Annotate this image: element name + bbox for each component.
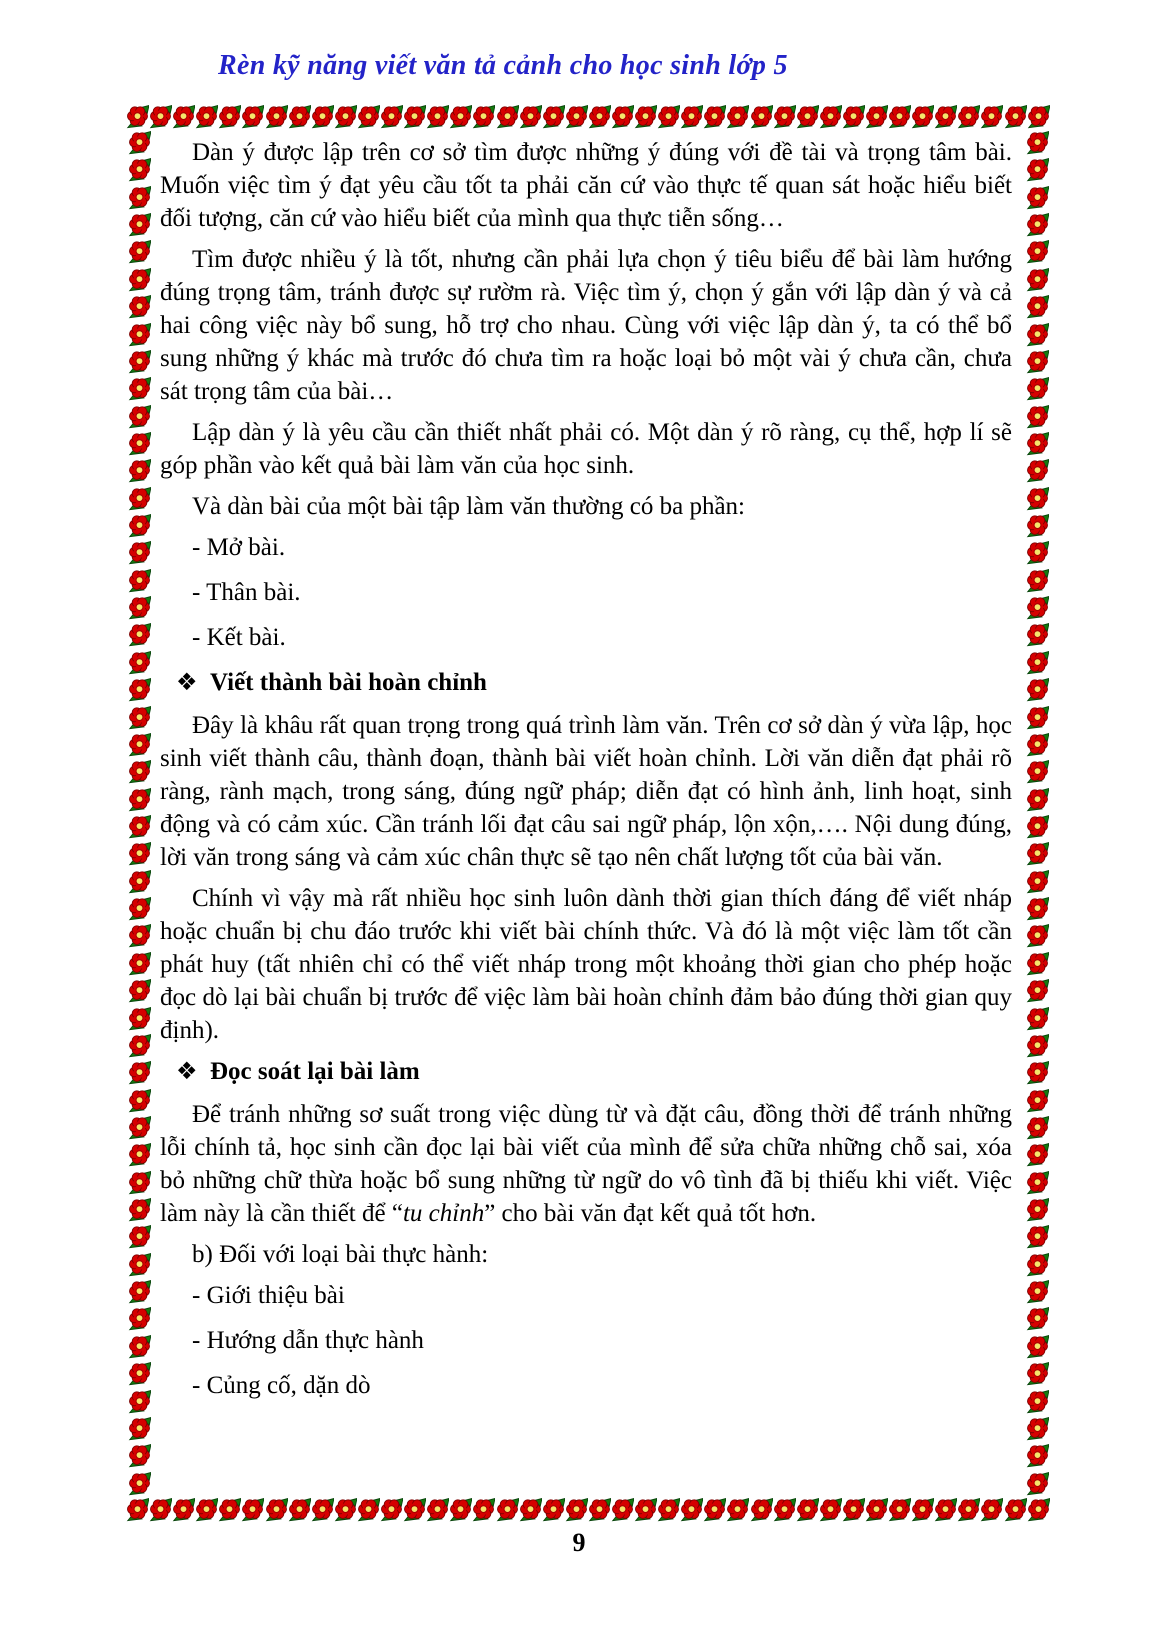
red-flower-icon — [980, 104, 1003, 130]
red-flower-icon — [634, 104, 657, 130]
red-flower-icon — [128, 787, 151, 813]
red-flower-icon — [1026, 513, 1049, 539]
red-flower-icon — [911, 1497, 934, 1523]
red-flower-icon — [128, 677, 151, 703]
list-item: - Củng cố, dặn dò — [192, 1372, 371, 1399]
red-flower-icon — [1026, 1060, 1049, 1086]
red-flower-icon — [1026, 650, 1049, 676]
red-flower-icon — [1026, 1224, 1049, 1250]
red-flower-icon — [496, 104, 519, 130]
red-flower-icon — [334, 104, 357, 130]
border-right — [1024, 130, 1050, 1497]
red-flower-icon — [449, 104, 472, 130]
red-flower-icon — [1026, 814, 1049, 840]
red-flower-icon — [1026, 267, 1049, 293]
red-flower-icon — [1026, 568, 1049, 594]
red-flower-icon — [128, 759, 151, 785]
red-flower-icon — [1026, 1361, 1049, 1387]
section-heading — [176, 666, 1012, 699]
red-flower-icon — [1026, 705, 1049, 731]
red-flower-icon — [149, 104, 172, 130]
paragraph: b) Đối với loại bài thực hành: — [192, 1241, 489, 1268]
red-flower-icon — [128, 595, 151, 621]
red-flower-icon — [1026, 1088, 1049, 1114]
red-flower-icon — [657, 1497, 680, 1523]
red-flower-icon — [128, 431, 151, 457]
red-flower-icon — [1026, 157, 1049, 183]
red-flower-icon — [634, 1497, 657, 1523]
red-flower-icon — [128, 1170, 151, 1196]
red-flower-icon — [128, 157, 151, 183]
red-flower-icon — [1026, 622, 1049, 648]
red-flower-icon — [172, 104, 195, 130]
paragraph: Và dàn bài của một bài tập làm văn thường có ba phần: — [192, 493, 745, 520]
red-flower-icon — [128, 1389, 151, 1415]
red-flower-icon — [588, 104, 611, 130]
red-flower-icon — [1026, 458, 1049, 484]
red-flower-icon — [128, 1033, 151, 1059]
red-flower-icon — [128, 814, 151, 840]
red-flower-icon — [1026, 1006, 1049, 1032]
list-item: - Kết bài. — [192, 624, 286, 651]
red-flower-icon — [265, 104, 288, 130]
red-flower-icon — [241, 1497, 264, 1523]
red-flower-icon — [128, 322, 151, 348]
red-flower-icon — [128, 1197, 151, 1223]
red-flower-icon — [1026, 376, 1049, 402]
red-flower-icon — [218, 1497, 241, 1523]
red-flower-icon — [1026, 130, 1049, 156]
red-flower-icon — [357, 1497, 380, 1523]
list-item: - Mở bài. — [192, 534, 286, 561]
red-flower-icon — [957, 104, 980, 130]
red-flower-icon — [128, 130, 151, 156]
red-flower-icon — [472, 104, 495, 130]
red-flower-icon — [888, 1497, 911, 1523]
red-flower-icon — [128, 1142, 151, 1168]
red-flower-icon — [703, 104, 726, 130]
red-flower-icon — [542, 104, 565, 130]
red-flower-icon — [957, 1497, 980, 1523]
red-flower-icon — [611, 104, 634, 130]
red-flower-icon — [680, 104, 703, 130]
red-flower-icon — [1026, 1416, 1049, 1442]
red-flower-icon — [149, 1497, 172, 1523]
red-flower-icon — [1004, 104, 1027, 130]
red-flower-icon — [1026, 841, 1049, 867]
red-flower-icon — [657, 104, 680, 130]
paragraph-text: ” cho bài văn đạt kết quả tốt hơn. — [484, 1200, 817, 1227]
red-flower-icon — [1026, 540, 1049, 566]
red-flower-icon — [128, 622, 151, 648]
red-flower-icon — [128, 1224, 151, 1250]
red-flower-icon — [888, 104, 911, 130]
red-flower-icon — [911, 104, 934, 130]
red-flower-icon — [128, 650, 151, 676]
red-flower-icon — [1026, 322, 1049, 348]
red-flower-icon — [128, 951, 151, 977]
heading-label: Viết thành bài hoàn chỉnh — [210, 669, 487, 696]
red-flower-icon — [1026, 212, 1049, 238]
paragraph — [160, 1098, 1012, 1230]
red-flower-icon — [126, 104, 149, 130]
red-flower-icon — [1026, 978, 1049, 1004]
red-flower-icon — [865, 104, 888, 130]
heading-label: Đọc soát lại bài làm — [210, 1058, 420, 1085]
red-flower-icon — [128, 1252, 151, 1278]
red-flower-icon — [1026, 595, 1049, 621]
red-flower-icon — [796, 104, 819, 130]
red-flower-icon — [1026, 1334, 1049, 1360]
red-flower-icon — [1026, 787, 1049, 813]
border-top — [126, 104, 1050, 130]
red-flower-icon — [842, 104, 865, 130]
red-flower-icon — [426, 1497, 449, 1523]
red-flower-icon — [1026, 923, 1049, 949]
red-flower-icon — [1026, 1443, 1049, 1469]
list-item: - Giới thiệu bài — [192, 1282, 345, 1309]
red-flower-icon — [1026, 431, 1049, 457]
red-flower-icon — [819, 1497, 842, 1523]
red-flower-icon — [241, 104, 264, 130]
red-flower-icon — [796, 1497, 819, 1523]
red-flower-icon — [1026, 732, 1049, 758]
red-flower-icon — [1026, 1389, 1049, 1415]
red-flower-icon — [128, 239, 151, 265]
red-flower-icon — [128, 1279, 151, 1305]
border-left — [126, 130, 152, 1497]
red-flower-icon — [819, 104, 842, 130]
red-flower-icon — [195, 1497, 218, 1523]
running-header-title: Rèn kỹ năng viết văn tả cảnh cho học sinh lớp 5 — [218, 50, 788, 81]
list-item: - Hướng dẫn thực hành — [192, 1327, 424, 1354]
red-flower-icon — [1026, 1170, 1049, 1196]
red-flower-icon — [519, 104, 542, 130]
red-flower-icon — [128, 978, 151, 1004]
italic-quote: tu chỉnh — [402, 1200, 485, 1227]
red-flower-icon — [128, 1060, 151, 1086]
red-flower-icon — [1026, 294, 1049, 320]
page-number: 9 — [572, 1528, 586, 1557]
red-flower-icon — [703, 1497, 726, 1523]
red-flower-icon — [380, 104, 403, 130]
red-flower-icon — [1026, 869, 1049, 895]
red-flower-icon — [288, 104, 311, 130]
red-flower-icon — [1027, 1497, 1050, 1523]
red-flower-icon — [128, 212, 151, 238]
paragraph: Dàn ý được lập trên cơ sở tìm được những ý đúng với đề tài và trọng tâm bài. Muốn việc tìm ý đạt yêu cầu tốt ta phải căn cứ vào thực tế quan sát hoặc hiểu biết đối tượng, căn cứ vào hiểu biết của mình qua thực tiễn sống… — [160, 139, 1012, 232]
red-flower-icon — [611, 1497, 634, 1523]
red-flower-icon — [126, 1497, 149, 1523]
red-flower-icon — [980, 1497, 1003, 1523]
paragraph: Chính vì vậy mà rất nhiều học sinh luôn dành thời gian thích đáng để viết nháp hoặc chuẩn bị chu đáo trước khi viết bài chính thức. Và đó là một việc làm tốt cần phát huy (tất nhiên chỉ có thể viết nháp trong một khoảng thời gian cho phép hoặc đọc dò lại bài chuẩn bị trước để việc làm bài hoàn chỉnh đảm bảo đúng thời gian quy định). — [160, 885, 1012, 1044]
red-flower-icon — [128, 185, 151, 211]
red-flower-icon — [1027, 104, 1050, 130]
red-flower-icon — [128, 486, 151, 512]
red-flower-icon — [128, 404, 151, 430]
red-flower-icon — [1026, 1252, 1049, 1278]
red-flower-icon — [1004, 1497, 1027, 1523]
document-body — [160, 136, 1012, 1414]
red-flower-icon — [565, 1497, 588, 1523]
red-flower-icon — [128, 1334, 151, 1360]
red-flower-icon — [311, 1497, 334, 1523]
red-flower-icon — [195, 104, 218, 130]
red-flower-icon — [128, 513, 151, 539]
red-flower-icon — [934, 104, 957, 130]
section-heading — [176, 1055, 1012, 1088]
red-flower-icon — [128, 1361, 151, 1387]
red-flower-icon — [403, 1497, 426, 1523]
red-flower-icon — [128, 1443, 151, 1469]
diamond-bullet-icon: ❖ — [176, 668, 198, 696]
red-flower-icon — [519, 1497, 542, 1523]
red-flower-icon — [172, 1497, 195, 1523]
red-flower-icon — [128, 349, 151, 375]
red-flower-icon — [726, 104, 749, 130]
red-flower-icon — [218, 104, 241, 130]
red-flower-icon — [128, 458, 151, 484]
red-flower-icon — [865, 1497, 888, 1523]
red-flower-icon — [842, 1497, 865, 1523]
paragraph: Đây là khâu rất quan trọng trong quá trình làm văn. Trên cơ sở dàn ý vừa lập, học sinh viết thành câu, thành đoạn, thành bài viết hoàn chỉnh. Lời văn diễn đạt phải rõ ràng, rành mạch, trong sáng, đúng ngữ pháp; diễn đạt có hình ảnh, linh hoạt, sinh động và có cảm xúc. Cần tránh lối đạt câu sai ngữ pháp, lộn xộn,…. Nội dung đúng, lời văn trong sáng và cảm xúc chân thực sẽ tạo nên chất lượng tốt của bài văn. — [160, 712, 1012, 871]
red-flower-icon — [542, 1497, 565, 1523]
red-flower-icon — [128, 896, 151, 922]
paragraph-text: Để tránh những sơ suất trong việc dùng từ và đặt câu, đồng thời để tránh những lỗi chính tả, học sinh cần đọc lại bài viết của mình để sửa chữa những chỗ sai, xóa bỏ những chữ thừa hoặc bổ sung những từ ngữ do vô tình đã bị thiếu khi viết. Việc làm này là cần thiết để “ — [160, 1101, 1012, 1227]
red-flower-icon — [1026, 677, 1049, 703]
red-flower-icon — [357, 104, 380, 130]
red-flower-icon — [128, 1088, 151, 1114]
red-flower-icon — [1026, 1142, 1049, 1168]
red-flower-icon — [1026, 951, 1049, 977]
red-flower-icon — [128, 294, 151, 320]
list-item: - Thân bài. — [192, 579, 301, 606]
red-flower-icon — [1026, 1471, 1049, 1497]
red-flower-icon — [380, 1497, 403, 1523]
red-flower-icon — [1026, 1197, 1049, 1223]
red-flower-icon — [1026, 1033, 1049, 1059]
red-flower-icon — [128, 1306, 151, 1332]
red-flower-icon — [403, 104, 426, 130]
red-flower-icon — [1026, 486, 1049, 512]
paragraph: Lập dàn ý là yêu cầu cần thiết nhất phải có. Một dàn ý rõ ràng, cụ thể, hợp lí sẽ góp phần vào kết quả bài làm văn của học sinh. — [160, 419, 1012, 479]
red-flower-icon — [128, 841, 151, 867]
border-bottom — [126, 1497, 1050, 1523]
red-flower-icon — [449, 1497, 472, 1523]
red-flower-icon — [1026, 349, 1049, 375]
paragraph: Tìm được nhiều ý là tốt, nhưng cần phải lựa chọn ý tiêu biểu để bài làm hướng đúng trọng tâm, tránh được sự rườm rà. Việc tìm ý, chọn ý gắn với lập dàn ý và cả hai công việc này bổ sung, hỗ trợ cho nhau. Cùng với việc lập dàn ý, ta có thể bổ sung những ý khác mà trước đó chưa tìm ra hoặc loại bỏ một vài ý chưa cần, chưa sát trọng tâm của bài… — [160, 246, 1012, 405]
red-flower-icon — [128, 1471, 151, 1497]
red-flower-icon — [334, 1497, 357, 1523]
red-flower-icon — [128, 267, 151, 293]
red-flower-icon — [128, 1006, 151, 1032]
red-flower-icon — [1026, 1279, 1049, 1305]
red-flower-icon — [128, 1115, 151, 1141]
red-flower-icon — [1026, 404, 1049, 430]
red-flower-icon — [588, 1497, 611, 1523]
red-flower-icon — [750, 104, 773, 130]
red-flower-icon — [265, 1497, 288, 1523]
red-flower-icon — [128, 732, 151, 758]
red-flower-icon — [1026, 185, 1049, 211]
red-flower-icon — [311, 104, 334, 130]
red-flower-icon — [934, 1497, 957, 1523]
red-flower-icon — [750, 1497, 773, 1523]
red-flower-icon — [128, 923, 151, 949]
red-flower-icon — [128, 376, 151, 402]
red-flower-icon — [726, 1497, 749, 1523]
red-flower-icon — [1026, 1115, 1049, 1141]
red-flower-icon — [1026, 896, 1049, 922]
red-flower-icon — [773, 1497, 796, 1523]
red-flower-icon — [128, 705, 151, 731]
red-flower-icon — [472, 1497, 495, 1523]
red-flower-icon — [128, 869, 151, 895]
red-flower-icon — [128, 540, 151, 566]
red-flower-icon — [565, 104, 588, 130]
red-flower-icon — [1026, 239, 1049, 265]
red-flower-icon — [773, 104, 796, 130]
red-flower-icon — [680, 1497, 703, 1523]
diamond-bullet-icon: ❖ — [176, 1057, 198, 1085]
red-flower-icon — [1026, 1306, 1049, 1332]
red-flower-icon — [128, 568, 151, 594]
red-flower-icon — [426, 104, 449, 130]
red-flower-icon — [496, 1497, 519, 1523]
red-flower-icon — [128, 1416, 151, 1442]
red-flower-icon — [288, 1497, 311, 1523]
red-flower-icon — [1026, 759, 1049, 785]
